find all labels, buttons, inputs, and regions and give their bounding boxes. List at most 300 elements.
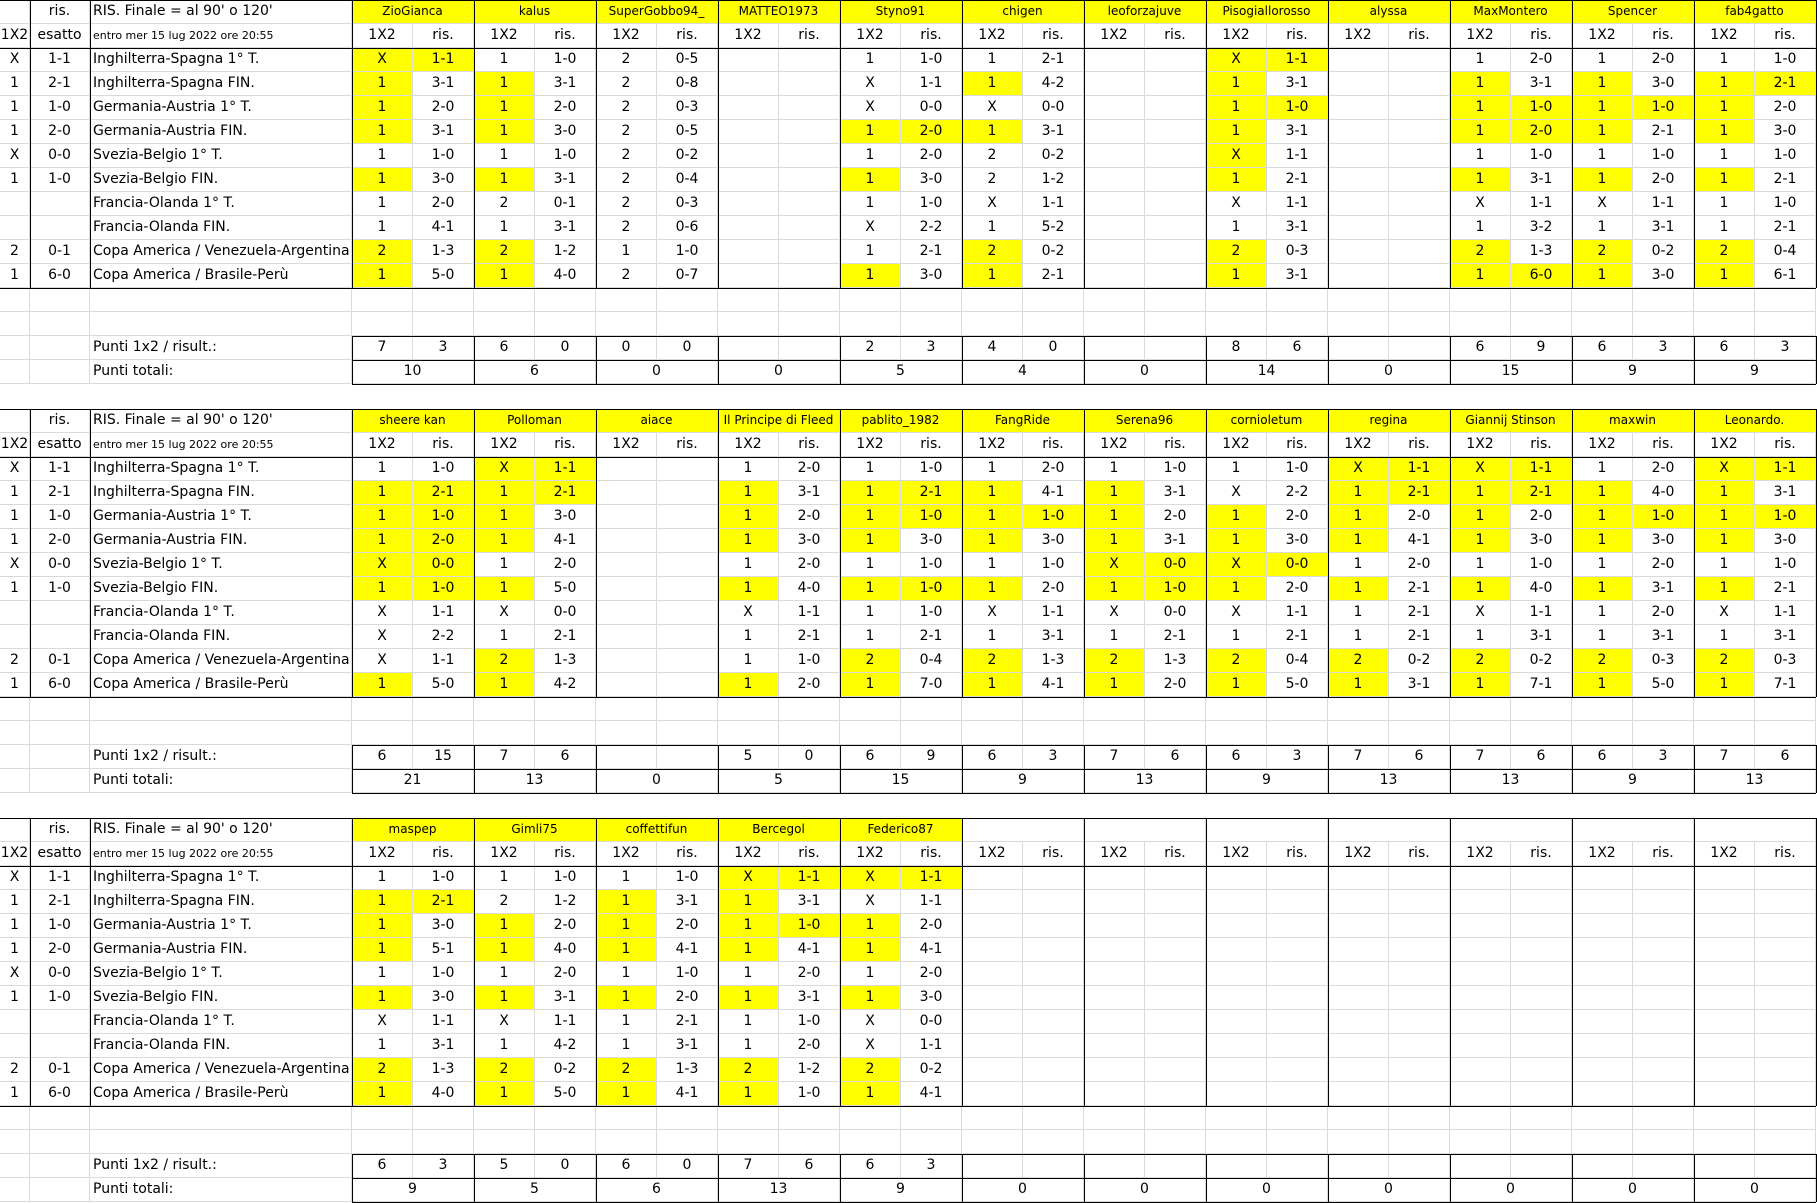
prediction-score[interactable]: 2-0 <box>1389 553 1450 577</box>
prediction-1x2[interactable]: 1 <box>1694 529 1755 553</box>
prediction-1x2[interactable]: X <box>352 625 413 649</box>
prediction-1x2[interactable]: 1 <box>1206 96 1267 120</box>
prediction-score[interactable] <box>1145 240 1206 264</box>
prediction-1x2[interactable]: 1 <box>352 529 413 553</box>
prediction-1x2[interactable]: X <box>840 890 901 914</box>
prediction-1x2[interactable] <box>962 1082 1023 1106</box>
prediction-score[interactable]: 2-0 <box>1755 96 1816 120</box>
prediction-score[interactable]: 1-1 <box>1755 457 1816 481</box>
prediction-1x2[interactable]: 1 <box>962 216 1023 240</box>
prediction-score[interactable]: 1-0 <box>1267 96 1328 120</box>
prediction-score[interactable] <box>1267 986 1328 1010</box>
prediction-score[interactable] <box>1145 962 1206 986</box>
prediction-1x2[interactable]: 2 <box>962 649 1023 673</box>
prediction-score[interactable] <box>1389 962 1450 986</box>
prediction-score[interactable] <box>779 120 840 144</box>
prediction-1x2[interactable]: 1 <box>474 481 535 505</box>
prediction-1x2[interactable] <box>1084 986 1145 1010</box>
prediction-1x2[interactable]: 1 <box>1328 673 1389 697</box>
prediction-1x2[interactable] <box>596 529 657 553</box>
prediction-score[interactable]: 3-1 <box>413 1034 474 1058</box>
prediction-score[interactable]: 2-1 <box>901 481 962 505</box>
prediction-score[interactable] <box>779 240 840 264</box>
prediction-score[interactable]: 0-4 <box>1755 240 1816 264</box>
prediction-score[interactable] <box>1633 1034 1694 1058</box>
prediction-score[interactable]: 1-1 <box>1511 457 1572 481</box>
prediction-1x2[interactable]: 2 <box>1450 240 1511 264</box>
prediction-1x2[interactable]: 1 <box>1450 553 1511 577</box>
prediction-1x2[interactable] <box>1694 914 1755 938</box>
prediction-score[interactable] <box>1511 890 1572 914</box>
prediction-1x2[interactable]: 1 <box>1206 120 1267 144</box>
prediction-1x2[interactable]: 2 <box>1450 649 1511 673</box>
prediction-1x2[interactable]: 1 <box>474 577 535 601</box>
prediction-1x2[interactable]: 1 <box>474 96 535 120</box>
prediction-score[interactable] <box>1755 914 1816 938</box>
prediction-score[interactable] <box>1023 866 1084 890</box>
prediction-score[interactable] <box>779 264 840 288</box>
prediction-1x2[interactable]: 1 <box>352 96 413 120</box>
prediction-score[interactable]: 2-0 <box>779 457 840 481</box>
prediction-1x2[interactable]: 1 <box>718 625 779 649</box>
prediction-1x2[interactable]: 1 <box>840 625 901 649</box>
prediction-1x2[interactable]: 1 <box>1450 577 1511 601</box>
prediction-1x2[interactable]: 1 <box>1328 553 1389 577</box>
prediction-score[interactable]: 3-0 <box>1267 529 1328 553</box>
prediction-1x2[interactable]: 1 <box>352 457 413 481</box>
prediction-score[interactable]: 5-0 <box>413 264 474 288</box>
prediction-score[interactable]: 0-3 <box>657 96 718 120</box>
prediction-score[interactable]: 2-1 <box>1267 625 1328 649</box>
prediction-score[interactable]: 2-1 <box>657 1010 718 1034</box>
prediction-1x2[interactable]: X <box>352 553 413 577</box>
prediction-1x2[interactable]: 1 <box>718 457 779 481</box>
prediction-score[interactable] <box>1267 1034 1328 1058</box>
prediction-score[interactable] <box>779 216 840 240</box>
prediction-1x2[interactable]: 1 <box>718 529 779 553</box>
prediction-1x2[interactable]: 1 <box>1694 553 1755 577</box>
prediction-score[interactable] <box>1633 890 1694 914</box>
prediction-score[interactable]: 2-0 <box>901 120 962 144</box>
prediction-score[interactable]: 1-0 <box>657 962 718 986</box>
prediction-1x2[interactable]: 1 <box>718 914 779 938</box>
prediction-score[interactable]: 1-0 <box>1267 457 1328 481</box>
prediction-score[interactable]: 0-3 <box>1633 649 1694 673</box>
prediction-1x2[interactable] <box>962 1010 1023 1034</box>
prediction-1x2[interactable]: 1 <box>1450 625 1511 649</box>
prediction-1x2[interactable] <box>1694 1082 1755 1106</box>
prediction-score[interactable]: 0-0 <box>1023 96 1084 120</box>
prediction-1x2[interactable]: 1 <box>1206 72 1267 96</box>
prediction-score[interactable]: 3-0 <box>1511 529 1572 553</box>
prediction-score[interactable]: 4-1 <box>413 216 474 240</box>
prediction-score[interactable]: 4-1 <box>1023 673 1084 697</box>
prediction-1x2[interactable]: X <box>962 96 1023 120</box>
prediction-score[interactable]: 1-0 <box>1755 505 1816 529</box>
prediction-1x2[interactable]: 2 <box>474 649 535 673</box>
prediction-1x2[interactable] <box>1450 890 1511 914</box>
prediction-1x2[interactable]: 1 <box>1572 72 1633 96</box>
prediction-1x2[interactable]: 1 <box>1694 625 1755 649</box>
prediction-score[interactable]: 2-0 <box>535 962 596 986</box>
prediction-score[interactable]: 5-2 <box>1023 216 1084 240</box>
prediction-1x2[interactable]: 1 <box>1328 481 1389 505</box>
prediction-score[interactable] <box>1267 962 1328 986</box>
prediction-1x2[interactable]: 1 <box>718 649 779 673</box>
prediction-1x2[interactable]: X <box>1450 601 1511 625</box>
prediction-1x2[interactable] <box>1328 962 1389 986</box>
prediction-score[interactable]: 4-0 <box>779 577 840 601</box>
prediction-score[interactable] <box>1389 1010 1450 1034</box>
prediction-1x2[interactable]: 1 <box>962 625 1023 649</box>
prediction-1x2[interactable] <box>1328 216 1389 240</box>
prediction-1x2[interactable]: 1 <box>352 216 413 240</box>
prediction-score[interactable]: 1-0 <box>901 457 962 481</box>
prediction-score[interactable]: 2-1 <box>413 890 474 914</box>
prediction-1x2[interactable]: 1 <box>352 481 413 505</box>
prediction-1x2[interactable]: 1 <box>1694 264 1755 288</box>
prediction-1x2[interactable] <box>1084 962 1145 986</box>
prediction-1x2[interactable] <box>1450 938 1511 962</box>
prediction-score[interactable]: 1-0 <box>1633 144 1694 168</box>
prediction-score[interactable] <box>1145 144 1206 168</box>
prediction-score[interactable] <box>1755 1010 1816 1034</box>
prediction-1x2[interactable]: 1 <box>718 1082 779 1106</box>
prediction-score[interactable]: 3-0 <box>535 505 596 529</box>
prediction-1x2[interactable]: X <box>1084 601 1145 625</box>
prediction-score[interactable] <box>1267 890 1328 914</box>
prediction-score[interactable]: 1-0 <box>901 553 962 577</box>
prediction-score[interactable]: 2-0 <box>1633 457 1694 481</box>
prediction-score[interactable] <box>1145 1034 1206 1058</box>
prediction-score[interactable]: 4-2 <box>535 673 596 697</box>
prediction-1x2[interactable]: 1 <box>352 986 413 1010</box>
prediction-1x2[interactable]: 1 <box>1450 144 1511 168</box>
prediction-score[interactable]: 2-0 <box>779 1034 840 1058</box>
prediction-1x2[interactable]: 1 <box>962 457 1023 481</box>
prediction-score[interactable] <box>1023 890 1084 914</box>
prediction-1x2[interactable] <box>1572 1010 1633 1034</box>
prediction-1x2[interactable] <box>718 192 779 216</box>
prediction-1x2[interactable] <box>962 938 1023 962</box>
prediction-1x2[interactable]: X <box>840 216 901 240</box>
prediction-1x2[interactable]: X <box>1328 457 1389 481</box>
prediction-score[interactable]: 3-2 <box>1511 216 1572 240</box>
prediction-1x2[interactable]: 1 <box>474 866 535 890</box>
prediction-score[interactable] <box>1267 1082 1328 1106</box>
prediction-1x2[interactable] <box>1694 1058 1755 1082</box>
prediction-score[interactable]: 2-0 <box>1023 577 1084 601</box>
prediction-1x2[interactable]: 1 <box>474 673 535 697</box>
prediction-1x2[interactable]: 1 <box>718 553 779 577</box>
prediction-1x2[interactable]: 1 <box>840 938 901 962</box>
prediction-score[interactable]: 1-1 <box>535 1010 596 1034</box>
prediction-score[interactable]: 1-1 <box>1511 601 1572 625</box>
prediction-score[interactable]: 2-0 <box>535 553 596 577</box>
prediction-1x2[interactable]: 1 <box>840 1082 901 1106</box>
prediction-score[interactable]: 3-1 <box>1511 168 1572 192</box>
prediction-1x2[interactable] <box>1328 192 1389 216</box>
prediction-score[interactable]: 2-0 <box>1633 553 1694 577</box>
prediction-1x2[interactable]: 1 <box>1450 505 1511 529</box>
prediction-1x2[interactable] <box>962 986 1023 1010</box>
prediction-1x2[interactable] <box>718 48 779 72</box>
prediction-score[interactable] <box>1511 866 1572 890</box>
prediction-score[interactable]: 3-1 <box>1267 264 1328 288</box>
prediction-1x2[interactable]: 1 <box>1084 505 1145 529</box>
prediction-1x2[interactable]: 1 <box>1694 72 1755 96</box>
prediction-score[interactable] <box>657 553 718 577</box>
prediction-1x2[interactable] <box>1084 96 1145 120</box>
prediction-score[interactable]: 5-0 <box>535 577 596 601</box>
prediction-score[interactable]: 1-0 <box>901 601 962 625</box>
prediction-1x2[interactable]: 1 <box>1572 216 1633 240</box>
prediction-score[interactable] <box>1389 1082 1450 1106</box>
prediction-1x2[interactable]: 1 <box>962 72 1023 96</box>
prediction-score[interactable]: 4-1 <box>779 938 840 962</box>
prediction-score[interactable]: 3-1 <box>1633 577 1694 601</box>
prediction-1x2[interactable]: 2 <box>596 168 657 192</box>
prediction-score[interactable] <box>1511 962 1572 986</box>
prediction-score[interactable] <box>1633 1082 1694 1106</box>
prediction-score[interactable]: 3-1 <box>1267 72 1328 96</box>
prediction-1x2[interactable] <box>962 962 1023 986</box>
prediction-1x2[interactable]: 1 <box>1572 673 1633 697</box>
prediction-score[interactable]: 0-4 <box>657 168 718 192</box>
prediction-1x2[interactable] <box>1084 1058 1145 1082</box>
prediction-score[interactable]: 1-1 <box>1755 601 1816 625</box>
prediction-1x2[interactable]: 1 <box>596 240 657 264</box>
prediction-1x2[interactable]: 1 <box>474 529 535 553</box>
prediction-1x2[interactable]: 1 <box>1694 168 1755 192</box>
prediction-1x2[interactable]: 1 <box>718 481 779 505</box>
prediction-score[interactable] <box>779 72 840 96</box>
prediction-score[interactable]: 2-0 <box>413 529 474 553</box>
prediction-score[interactable] <box>1389 168 1450 192</box>
prediction-1x2[interactable]: 1 <box>1206 577 1267 601</box>
prediction-score[interactable]: 1-1 <box>535 457 596 481</box>
prediction-score[interactable]: 1-3 <box>413 240 474 264</box>
prediction-1x2[interactable]: 2 <box>962 240 1023 264</box>
prediction-score[interactable]: 2-2 <box>1267 481 1328 505</box>
prediction-1x2[interactable]: 1 <box>596 1010 657 1034</box>
prediction-1x2[interactable] <box>1328 938 1389 962</box>
prediction-score[interactable] <box>779 192 840 216</box>
prediction-1x2[interactable] <box>1084 144 1145 168</box>
prediction-1x2[interactable]: 1 <box>1450 168 1511 192</box>
prediction-score[interactable]: 1-1 <box>1633 192 1694 216</box>
prediction-score[interactable]: 2-1 <box>1755 72 1816 96</box>
prediction-score[interactable]: 3-0 <box>413 914 474 938</box>
prediction-score[interactable]: 1-0 <box>1755 553 1816 577</box>
prediction-score[interactable] <box>1023 962 1084 986</box>
prediction-score[interactable]: 1-0 <box>1023 553 1084 577</box>
prediction-1x2[interactable]: 1 <box>718 577 779 601</box>
prediction-score[interactable] <box>1145 914 1206 938</box>
prediction-score[interactable] <box>1145 264 1206 288</box>
prediction-1x2[interactable]: X <box>352 649 413 673</box>
prediction-score[interactable]: 0-2 <box>1389 649 1450 673</box>
prediction-1x2[interactable]: 1 <box>840 914 901 938</box>
prediction-1x2[interactable]: 1 <box>1206 529 1267 553</box>
prediction-score[interactable]: 2-1 <box>779 625 840 649</box>
prediction-1x2[interactable] <box>718 144 779 168</box>
prediction-score[interactable]: 1-3 <box>535 649 596 673</box>
prediction-1x2[interactable] <box>596 625 657 649</box>
prediction-score[interactable] <box>1633 1058 1694 1082</box>
prediction-1x2[interactable]: X <box>962 601 1023 625</box>
prediction-1x2[interactable] <box>1572 1082 1633 1106</box>
prediction-score[interactable]: 1-0 <box>1511 96 1572 120</box>
prediction-score[interactable]: 3-1 <box>1633 216 1694 240</box>
prediction-1x2[interactable] <box>1206 938 1267 962</box>
prediction-1x2[interactable]: 2 <box>1694 649 1755 673</box>
prediction-1x2[interactable]: X <box>1206 481 1267 505</box>
prediction-score[interactable]: 1-2 <box>535 240 596 264</box>
prediction-score[interactable]: 1-0 <box>1511 144 1572 168</box>
prediction-score[interactable]: 2-0 <box>657 914 718 938</box>
prediction-score[interactable]: 2-1 <box>1389 481 1450 505</box>
prediction-score[interactable] <box>1389 144 1450 168</box>
prediction-score[interactable]: 1-0 <box>901 577 962 601</box>
prediction-1x2[interactable]: 1 <box>1694 48 1755 72</box>
prediction-1x2[interactable]: 2 <box>474 890 535 914</box>
prediction-1x2[interactable] <box>718 168 779 192</box>
prediction-score[interactable]: 2-0 <box>1511 120 1572 144</box>
prediction-score[interactable]: 2-0 <box>779 673 840 697</box>
prediction-1x2[interactable]: 1 <box>1694 96 1755 120</box>
prediction-score[interactable] <box>779 168 840 192</box>
prediction-score[interactable]: 1-0 <box>1755 144 1816 168</box>
prediction-1x2[interactable]: 1 <box>1450 529 1511 553</box>
prediction-score[interactable]: 2-1 <box>413 481 474 505</box>
prediction-score[interactable] <box>657 529 718 553</box>
prediction-score[interactable]: 3-0 <box>1023 529 1084 553</box>
prediction-score[interactable]: 3-1 <box>413 72 474 96</box>
prediction-score[interactable]: 5-0 <box>413 673 474 697</box>
prediction-1x2[interactable]: 2 <box>1572 240 1633 264</box>
prediction-score[interactable]: 6-0 <box>1511 264 1572 288</box>
prediction-score[interactable]: 3-0 <box>1633 72 1694 96</box>
prediction-score[interactable]: 1-1 <box>1267 601 1328 625</box>
prediction-1x2[interactable] <box>718 120 779 144</box>
prediction-score[interactable]: 1-1 <box>901 72 962 96</box>
prediction-1x2[interactable] <box>1206 914 1267 938</box>
prediction-score[interactable]: 7-1 <box>1511 673 1572 697</box>
prediction-score[interactable]: 1-0 <box>535 144 596 168</box>
prediction-1x2[interactable]: 1 <box>840 457 901 481</box>
prediction-score[interactable] <box>1389 120 1450 144</box>
prediction-score[interactable]: 0-5 <box>657 48 718 72</box>
prediction-1x2[interactable] <box>1694 866 1755 890</box>
prediction-1x2[interactable] <box>596 649 657 673</box>
prediction-1x2[interactable]: 1 <box>840 48 901 72</box>
prediction-score[interactable]: 1-0 <box>1145 457 1206 481</box>
prediction-score[interactable]: 3-1 <box>413 120 474 144</box>
prediction-score[interactable]: 3-1 <box>1145 481 1206 505</box>
prediction-1x2[interactable] <box>1694 890 1755 914</box>
prediction-1x2[interactable] <box>1084 48 1145 72</box>
prediction-score[interactable]: 3-1 <box>1267 216 1328 240</box>
prediction-1x2[interactable] <box>1328 1010 1389 1034</box>
prediction-score[interactable] <box>1145 96 1206 120</box>
prediction-score[interactable]: 2-1 <box>535 481 596 505</box>
prediction-score[interactable]: 2-1 <box>1633 120 1694 144</box>
prediction-1x2[interactable]: 1 <box>596 866 657 890</box>
prediction-1x2[interactable] <box>1450 1082 1511 1106</box>
prediction-score[interactable]: 5-0 <box>1267 673 1328 697</box>
prediction-score[interactable]: 1-1 <box>1023 601 1084 625</box>
prediction-score[interactable]: 2-0 <box>1145 673 1206 697</box>
prediction-score[interactable] <box>1755 962 1816 986</box>
prediction-score[interactable] <box>1023 938 1084 962</box>
prediction-score[interactable] <box>1633 938 1694 962</box>
prediction-score[interactable]: 2-0 <box>779 962 840 986</box>
prediction-1x2[interactable]: 1 <box>1572 120 1633 144</box>
prediction-score[interactable]: 4-1 <box>657 938 718 962</box>
prediction-1x2[interactable]: 1 <box>474 144 535 168</box>
prediction-score[interactable] <box>1755 890 1816 914</box>
prediction-1x2[interactable]: X <box>718 601 779 625</box>
prediction-1x2[interactable]: 1 <box>962 505 1023 529</box>
prediction-1x2[interactable]: 2 <box>840 1058 901 1082</box>
prediction-score[interactable] <box>1389 240 1450 264</box>
prediction-1x2[interactable] <box>718 72 779 96</box>
prediction-1x2[interactable]: 1 <box>718 938 779 962</box>
prediction-1x2[interactable]: 1 <box>1572 144 1633 168</box>
prediction-1x2[interactable]: 1 <box>1328 529 1389 553</box>
prediction-1x2[interactable]: X <box>1572 192 1633 216</box>
prediction-1x2[interactable] <box>596 457 657 481</box>
prediction-1x2[interactable] <box>1450 962 1511 986</box>
prediction-score[interactable]: 7-1 <box>1755 673 1816 697</box>
prediction-score[interactable]: 4-0 <box>1511 577 1572 601</box>
prediction-1x2[interactable]: X <box>840 72 901 96</box>
prediction-score[interactable] <box>1389 192 1450 216</box>
prediction-1x2[interactable]: 2 <box>352 1058 413 1082</box>
prediction-score[interactable]: 3-1 <box>1023 625 1084 649</box>
prediction-score[interactable]: 3-1 <box>657 1034 718 1058</box>
prediction-1x2[interactable] <box>1328 264 1389 288</box>
prediction-score[interactable]: 3-1 <box>535 986 596 1010</box>
prediction-score[interactable] <box>1145 866 1206 890</box>
prediction-1x2[interactable] <box>1206 866 1267 890</box>
prediction-score[interactable]: 2-0 <box>779 505 840 529</box>
prediction-1x2[interactable]: 2 <box>1572 649 1633 673</box>
prediction-1x2[interactable]: 1 <box>352 144 413 168</box>
prediction-1x2[interactable] <box>1694 938 1755 962</box>
prediction-1x2[interactable] <box>1328 986 1389 1010</box>
prediction-score[interactable]: 2-0 <box>1511 505 1572 529</box>
prediction-score[interactable]: 2-0 <box>1633 168 1694 192</box>
prediction-score[interactable]: 3-1 <box>779 481 840 505</box>
prediction-score[interactable] <box>1511 1082 1572 1106</box>
prediction-1x2[interactable] <box>1694 1034 1755 1058</box>
prediction-score[interactable]: 3-1 <box>779 986 840 1010</box>
prediction-1x2[interactable]: 1 <box>1694 144 1755 168</box>
prediction-1x2[interactable] <box>1572 866 1633 890</box>
prediction-1x2[interactable]: 1 <box>840 120 901 144</box>
prediction-1x2[interactable]: 2 <box>596 1058 657 1082</box>
prediction-1x2[interactable] <box>962 914 1023 938</box>
prediction-score[interactable] <box>1145 48 1206 72</box>
prediction-1x2[interactable] <box>1572 986 1633 1010</box>
prediction-score[interactable]: 6-1 <box>1755 264 1816 288</box>
prediction-1x2[interactable] <box>596 601 657 625</box>
prediction-1x2[interactable]: 1 <box>1450 216 1511 240</box>
prediction-1x2[interactable]: 2 <box>840 649 901 673</box>
prediction-score[interactable]: 0-3 <box>1267 240 1328 264</box>
